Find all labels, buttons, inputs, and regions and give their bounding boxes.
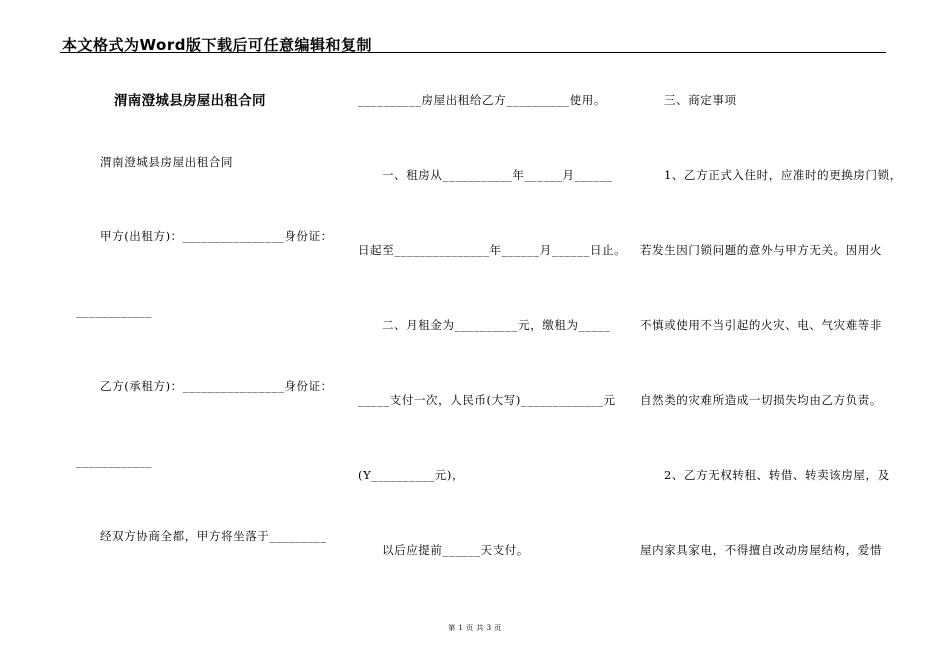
column-3-line-5: 自然类的灾难所造成一切损失均由乙方负责。 <box>640 393 882 407</box>
column-1-line-5: 乙方(承租方)：________________身份证： <box>100 379 333 393</box>
document-header-banner: 本文格式为Word版下载后可任意编辑和复制 <box>62 36 372 54</box>
text-column-3 <box>636 0 902 672</box>
column-3-line-1: 三、商定事项 <box>664 93 737 107</box>
column-1-line-4: ____________ <box>76 304 153 318</box>
text-column-2 <box>356 0 627 672</box>
column-3-line-6: 2、乙方无权转租、转借、转卖该房屋，及 <box>664 468 890 482</box>
column-2-line-1: __________房屋出租给乙方__________使用。 <box>358 93 606 107</box>
text-column-1 <box>60 0 333 672</box>
column-2-line-6: (Y__________元)， <box>358 468 465 482</box>
column-2-line-3: 日起至_______________年______月______日止。 <box>358 243 627 257</box>
column-3-line-2: 1、乙方正式入住时，应准时的更换房门锁， <box>664 168 902 182</box>
column-2-line-5: _____支付一次，人民币(大写)_____________元 <box>358 393 616 407</box>
column-3-line-7: 屋内家具家电，不得擅自改动房屋结构，爱惜 <box>640 543 882 557</box>
contract-title: 渭南澄城县房屋出租合同 <box>114 93 266 109</box>
column-1-line-2: 渭南澄城县房屋出租合同 <box>100 155 234 169</box>
page-number-footer: 第 1 页 共 3 页 <box>448 624 502 632</box>
column-1-line-6: ____________ <box>76 454 153 468</box>
column-2-line-4: 二、月租金为__________元，缴租为_____ <box>382 318 611 332</box>
column-2-line-7: 以后应提前______天支付。 <box>382 543 529 557</box>
column-1-line-3: 甲方(出租方)：________________身份证： <box>100 229 333 243</box>
column-3-line-4: 不慎或使用不当引起的火灾、电、气灾难等非 <box>640 318 882 332</box>
column-3-line-3: 若发生因门锁问题的意外与甲方无关。因用火 <box>640 243 882 257</box>
column-1-line-7: 经双方协商全都，甲方将坐落于_________ <box>100 529 327 543</box>
column-2-line-2: 一、租房从___________年______月______ <box>382 168 613 182</box>
